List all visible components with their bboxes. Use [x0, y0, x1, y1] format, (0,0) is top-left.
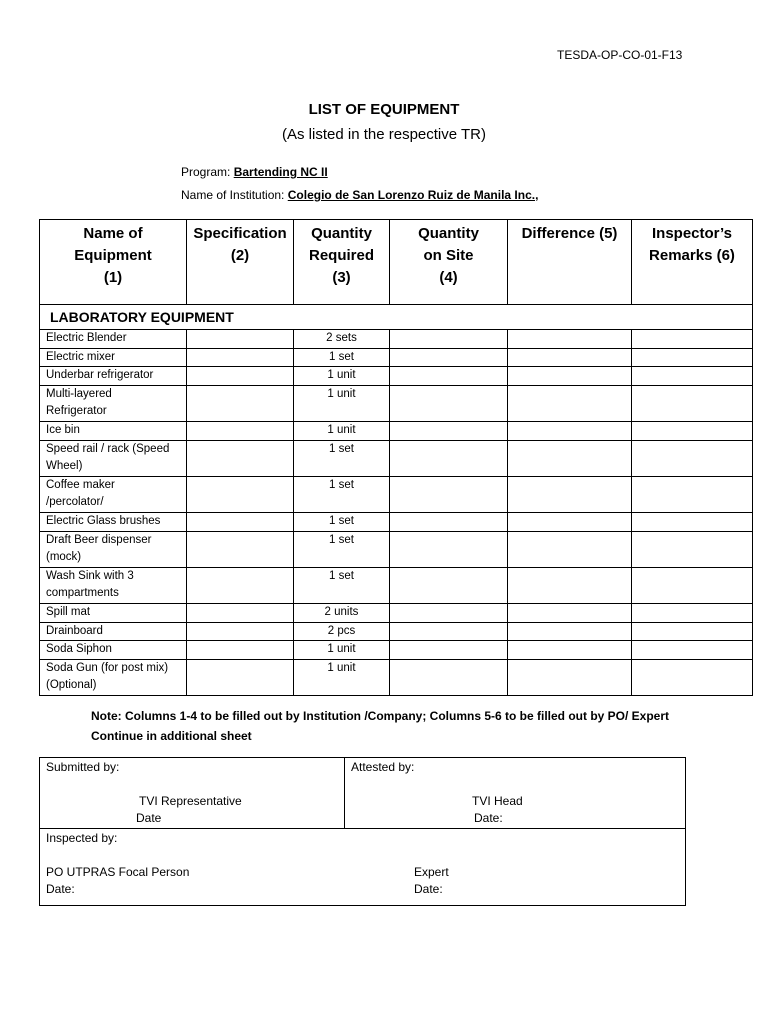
- difference-cell: [508, 476, 632, 512]
- difference-cell: [508, 512, 632, 531]
- difference-cell: [508, 348, 632, 367]
- quantity-on-site-cell: [390, 622, 508, 641]
- equipment-table: [39, 219, 753, 696]
- table-row: [40, 531, 753, 567]
- difference-cell: [508, 567, 632, 603]
- equipment-name: Refrigerator: [46, 405, 107, 418]
- equipment-name: Drainboard: [46, 624, 103, 637]
- col-header-line: (3): [332, 269, 351, 286]
- specification-cell: [187, 659, 294, 695]
- col-header-line: Quantity: [418, 225, 479, 242]
- quantity-required-cell: 1 set: [294, 348, 390, 367]
- col-header-line: (4): [439, 269, 458, 286]
- equipment-name: (Optional): [46, 679, 97, 692]
- equipment-name: Speed rail / rack (Speed: [46, 442, 170, 455]
- specification-cell: [187, 622, 294, 641]
- table-row: [40, 348, 753, 367]
- institution-label: Name of Institution:: [181, 188, 285, 202]
- quantity-on-site-cell: [390, 512, 508, 531]
- difference-cell: [508, 531, 632, 567]
- quantity-on-site-cell: [390, 385, 508, 421]
- remarks-cell: [632, 330, 753, 349]
- submitted-cell: [40, 758, 345, 829]
- institution-line: [181, 188, 538, 202]
- remarks-cell: [632, 603, 753, 622]
- col-header-name: [40, 220, 187, 305]
- table-row: [40, 367, 753, 386]
- difference-cell: [508, 385, 632, 421]
- equipment-name-cell: [40, 603, 187, 622]
- quantity-on-site-cell: [390, 567, 508, 603]
- inspected-by-label: Inspected by:: [46, 831, 118, 845]
- remarks-cell: [632, 367, 753, 386]
- signature-table: [39, 757, 686, 906]
- attested-cell: [345, 758, 686, 829]
- quantity-required-cell: 1 set: [294, 440, 390, 476]
- difference-cell: [508, 603, 632, 622]
- submitted-date-label: Date: [136, 811, 162, 825]
- quantity-required-cell: 1 unit: [294, 421, 390, 440]
- equipment-name: Soda Gun (for post mix): [46, 661, 169, 674]
- quantity-required-cell: 2 sets: [294, 330, 390, 349]
- program-line: [181, 165, 328, 179]
- equipment-name: /percolator/: [46, 496, 104, 509]
- po-focal-person: PO UTPRAS Focal Person: [46, 865, 190, 879]
- equipment-name-cell: [40, 440, 187, 476]
- specification-cell: [187, 421, 294, 440]
- col-header-line: Equipment: [74, 247, 152, 264]
- quantity-required-cell: 1 set: [294, 476, 390, 512]
- quantity-on-site-cell: [390, 421, 508, 440]
- col-header-line: Required: [308, 247, 374, 264]
- difference-cell: [508, 622, 632, 641]
- col-header-specification: [187, 220, 294, 305]
- equipment-name: Electric Blender: [46, 332, 127, 344]
- equipment-name-cell: [40, 567, 187, 603]
- table-row: [40, 603, 753, 622]
- col-header-line: Specification: [193, 225, 287, 242]
- note: [91, 706, 669, 746]
- section-row: [40, 305, 753, 330]
- quantity-required-cell: 1 unit: [294, 641, 390, 660]
- equipment-name-cell: [40, 622, 187, 641]
- col-header-qty-on-site: [390, 220, 508, 305]
- table-row: [40, 476, 753, 512]
- equipment-name-cell: [40, 385, 187, 421]
- col-header-line: Quantity: [311, 225, 372, 242]
- quantity-required-cell: 1 set: [294, 567, 390, 603]
- remarks-cell: [632, 440, 753, 476]
- specification-cell: [187, 440, 294, 476]
- expert-label: Expert: [414, 865, 449, 879]
- specification-cell: [187, 367, 294, 386]
- tvi-head: TVI Head: [472, 794, 523, 808]
- equipment-name: Soda Siphon: [46, 643, 112, 656]
- remarks-cell: [632, 567, 753, 603]
- quantity-on-site-cell: [390, 531, 508, 567]
- difference-cell: [508, 641, 632, 660]
- table-row: [40, 659, 753, 695]
- equipment-name: Electric mixer: [46, 350, 116, 363]
- table-row: [40, 641, 753, 660]
- attested-date-label: Date:: [474, 811, 503, 825]
- quantity-on-site-cell: [390, 348, 508, 367]
- remarks-cell: [632, 531, 753, 567]
- remarks-cell: [632, 348, 753, 367]
- equipment-name: Spill mat: [46, 605, 91, 618]
- attested-by-label: Attested by:: [351, 760, 415, 774]
- equipment-name-cell: [40, 348, 187, 367]
- col-header-line: (1): [103, 269, 123, 286]
- form-code: TESDA-OP-CO-01-F13: [557, 48, 683, 62]
- difference-cell: [508, 440, 632, 476]
- quantity-on-site-cell: [390, 476, 508, 512]
- remarks-cell: [632, 385, 753, 421]
- equipment-name: Electric Glass brushes: [46, 514, 161, 527]
- specification-cell: [187, 531, 294, 567]
- table-row: [40, 622, 753, 641]
- table-row: [40, 567, 753, 603]
- col-header-line: on Site: [423, 247, 474, 264]
- equipment-name: Ice bin: [46, 423, 80, 436]
- col-header-difference: [508, 220, 632, 305]
- table-row: [40, 330, 753, 349]
- specification-cell: [187, 348, 294, 367]
- remarks-cell: [632, 421, 753, 440]
- table-row: [40, 512, 753, 531]
- col-header-line: Difference (5): [521, 225, 618, 242]
- equipment-name-cell: [40, 641, 187, 660]
- tvi-representative: TVI Representative: [139, 794, 242, 808]
- equipment-name: Underbar refrigerator: [46, 369, 154, 382]
- section-title: LABORATORY EQUIPMENT: [40, 305, 753, 330]
- col-header-remarks: [632, 220, 753, 305]
- quantity-on-site-cell: [390, 659, 508, 695]
- quantity-on-site-cell: [390, 330, 508, 349]
- quantity-on-site-cell: [390, 440, 508, 476]
- remarks-cell: [632, 622, 753, 641]
- inspected-cell: [40, 829, 686, 906]
- specification-cell: [187, 641, 294, 660]
- quantity-required-cell: 1 unit: [294, 659, 390, 695]
- quantity-required-cell: 2 pcs: [294, 622, 390, 641]
- col-header-line: Inspector’s: [651, 225, 733, 242]
- equipment-name: Draft Beer dispenser: [46, 533, 152, 546]
- remarks-cell: [632, 659, 753, 695]
- specification-cell: [187, 567, 294, 603]
- equipment-name-cell: [40, 330, 187, 349]
- col-header-line: Remarks (6): [649, 247, 735, 264]
- equipment-name-cell: [40, 421, 187, 440]
- quantity-required-cell: 2 units: [294, 603, 390, 622]
- quantity-on-site-cell: [390, 367, 508, 386]
- specification-cell: [187, 512, 294, 531]
- quantity-on-site-cell: [390, 603, 508, 622]
- program-label: Program:: [181, 165, 231, 179]
- specification-cell: [187, 385, 294, 421]
- expert-date-label: Date:: [414, 882, 443, 896]
- specification-cell: [187, 330, 294, 349]
- page-title: LIST OF EQUIPMENT: [308, 101, 460, 118]
- quantity-required-cell: 1 unit: [294, 367, 390, 386]
- difference-cell: [508, 421, 632, 440]
- equipment-name: Coffee maker: [46, 478, 115, 491]
- po-date-label: Date:: [46, 882, 75, 896]
- remarks-cell: [632, 512, 753, 531]
- quantity-required-cell: 1 set: [294, 531, 390, 567]
- quantity-required-cell: 1 set: [294, 512, 390, 531]
- equipment-name-cell: [40, 531, 187, 567]
- remarks-cell: [632, 476, 753, 512]
- program-value: Bartending NC II: [233, 165, 328, 179]
- equipment-name: (mock): [46, 551, 82, 564]
- specification-cell: [187, 603, 294, 622]
- equipment-name-cell: [40, 367, 187, 386]
- equipment-name-cell: [40, 512, 187, 531]
- table-row: [40, 421, 753, 440]
- col-header-line: (2): [230, 247, 250, 264]
- institution-value: Colegio de San Lorenzo Ruiz de Manila Inc.,: [287, 188, 539, 202]
- equipment-name: compartments: [46, 587, 119, 600]
- equipment-name-cell: [40, 476, 187, 512]
- remarks-cell: [632, 641, 753, 660]
- col-header-line: Name of: [83, 225, 143, 242]
- page-subtitle: (As listed in the respective TR): [282, 126, 486, 143]
- specification-cell: [187, 476, 294, 512]
- difference-cell: [508, 659, 632, 695]
- quantity-on-site-cell: [390, 641, 508, 660]
- equipment-name: Wash Sink with 3: [46, 569, 134, 582]
- table-row: [40, 440, 753, 476]
- equipment-name-cell: [40, 659, 187, 695]
- col-header-qty-required: [294, 220, 390, 305]
- submitted-by-label: Submitted by:: [46, 760, 120, 774]
- difference-cell: [508, 367, 632, 386]
- equipment-name: Wheel): [46, 460, 83, 473]
- table-row: [40, 385, 753, 421]
- table-header-row: [40, 220, 753, 305]
- equipment-name: Multi-layered: [46, 387, 112, 400]
- quantity-required-cell: 1 unit: [294, 385, 390, 421]
- note-line-2: Continue in additional sheet: [91, 729, 252, 743]
- difference-cell: [508, 330, 632, 349]
- note-line-1: Note: Columns 1-4 to be filled out by Institution /Company; Columns 5-6 to be filled out by PO/ Expert: [91, 709, 670, 723]
